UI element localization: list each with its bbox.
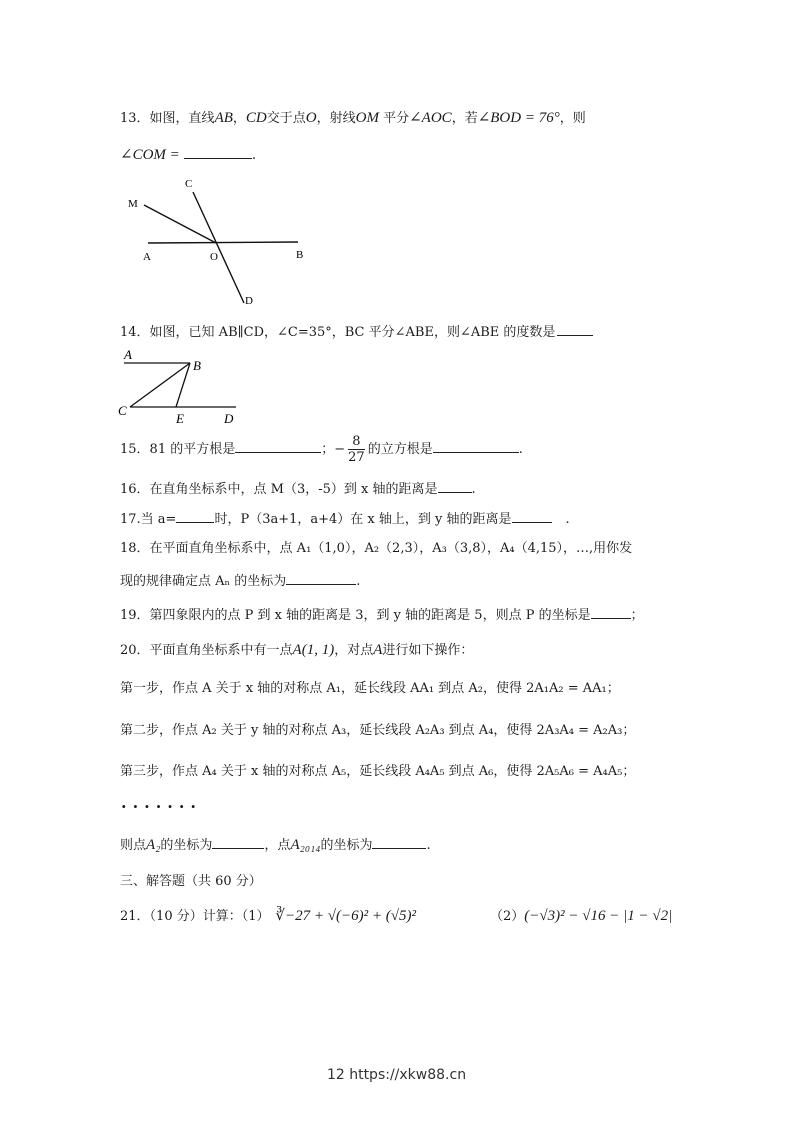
label-a: A <box>143 251 151 263</box>
ray-om <box>144 205 216 243</box>
line-bc <box>130 363 190 407</box>
q13-line2: ∠COM = . <box>120 144 256 166</box>
answer-blank <box>372 834 426 849</box>
q13-line1: 13．如图，直线AB，CD交于点O，射线OM 平分∠AOC，若∠BOD = 76°，则 <box>120 110 586 126</box>
answer-blank <box>512 508 552 523</box>
q18-line1: 18．在平面直角坐标系中，点 A₁（1,0），A₂（2,3），A₃（3,8），A₄（4,15），…,用你发 <box>120 541 633 556</box>
q14-line: 14．如图，已知 AB∥CD，∠C=35°，BC 平分∠ABE，则∠ABE 的度数是 <box>120 321 593 343</box>
answer-blank <box>438 478 472 493</box>
q20-question: 则点A₂的坐标为 ，点A₂₀₁₄的坐标为 . <box>120 834 431 856</box>
section-title: 三、解答题（共 60 分） <box>120 874 262 889</box>
q21-line: 21．（10 分）计算：（1） ∛−27 + √(−6)² + (√5)² <box>120 908 416 924</box>
label-c: C <box>118 403 127 418</box>
q13-figure <box>120 172 320 312</box>
label-m: M <box>128 198 138 210</box>
label-e: E <box>176 411 184 425</box>
page-footer: 12 https://xkw88.cn <box>326 1067 467 1083</box>
line-ab <box>148 242 298 243</box>
answer-blank <box>433 438 519 453</box>
ellipsis-dots: ······· <box>121 797 202 816</box>
q19-line: 19．第四象限内的点 P 到 x 轴的距离是 3，到 y 轴的距离是 5，则点 P 的坐标是 ； <box>120 604 644 626</box>
label-a: A <box>124 347 132 362</box>
q21-part2: （2）(−√3)² − √16 − |1 − √2| <box>490 908 673 924</box>
answer-blank <box>286 570 356 585</box>
label-d: D <box>224 411 234 425</box>
answer-blank <box>176 508 214 523</box>
line-be <box>176 363 190 407</box>
label-o: O <box>210 251 218 263</box>
label-c: C <box>185 178 193 190</box>
fraction: $\frac{8}{27}$ <box>348 434 365 465</box>
answer-blank <box>591 604 631 619</box>
line-cd <box>193 192 244 303</box>
q20-intro: 20．平面直角坐标系中有一点A(1, 1)，对点A进行如下操作： <box>120 642 474 658</box>
answer-blank <box>235 438 321 453</box>
q17-line: 17.当 a= 时，P（3a+1，a+4）在 x 轴上，到 y 轴的距离是 . <box>120 508 570 530</box>
answer-blank <box>557 321 593 336</box>
q20-step1: 第一步，作点 A 关于 x 轴的对称点 A₁，延长线段 AA₁ 到点 A₂，使得 2A₁A₂ = AA₁； <box>120 681 620 696</box>
q15-line: 15．81 的平方根是 ；− $\frac{8}{27}$ 的立方根是 . <box>120 434 523 465</box>
q14-figure <box>118 345 248 425</box>
answer-blank <box>184 144 252 159</box>
q18-line2: 现的规律确定点 Aₙ 的坐标为 . <box>120 570 360 592</box>
q20-step3: 第三步，作点 A₄ 关于 x 轴的对称点 A₅，延长线段 A₄A₅ 到点 A₆，使得 2A₅A₆ = A₄A₅； <box>120 764 636 779</box>
label-b: B <box>296 249 304 261</box>
answer-blank <box>212 834 264 849</box>
q20-step2: 第二步，作点 A₂ 关于 y 轴的对称点 A₃，延长线段 A₂A₃ 到点 A₄，使得 2A₃A₄ = A₂A₃； <box>120 723 636 738</box>
q16-line: 16．在直角坐标系中，点 M（3，-5）到 x 轴的距离是 . <box>120 478 476 500</box>
label-b: B <box>193 358 201 373</box>
label-d: D <box>245 295 253 307</box>
